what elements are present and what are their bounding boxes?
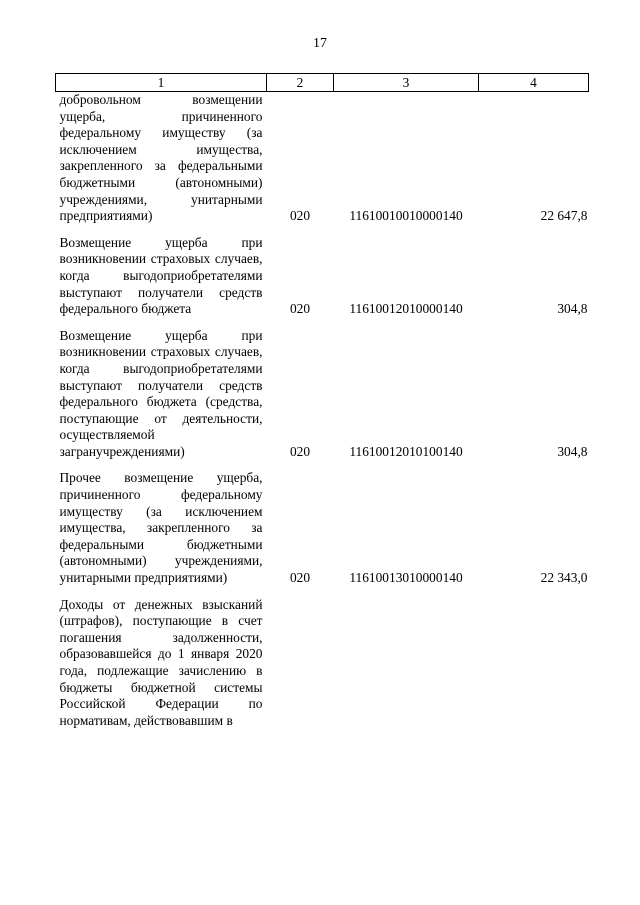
row-budget-code: 11610010010000140 xyxy=(349,208,463,224)
column-header-3: 3 xyxy=(334,74,479,92)
table-header-row xyxy=(56,74,589,92)
row-description: Возмещение ущерба при возникновении страховых случаев, когда выгодоприобретателями выступают получатели средств федерального бюджета (средства, поступающие от деятельности, осуществляемой загранучреждениями) xyxy=(59,327,263,459)
row-amount: 304,8 xyxy=(557,443,588,459)
row-amount: 304,8 xyxy=(557,301,588,317)
column-header-1: 1 xyxy=(56,74,267,92)
column-header-2: 2 xyxy=(267,74,334,92)
table-row xyxy=(56,470,589,596)
table-row xyxy=(56,597,589,730)
row-budget-code: 11610012010000140 xyxy=(349,301,463,317)
table-row xyxy=(56,235,589,328)
row-admin-code: 020 xyxy=(289,570,311,586)
row-amount xyxy=(479,597,589,730)
table-row xyxy=(56,328,589,471)
column-header-4: 4 xyxy=(479,74,589,92)
row-budget-code: 11610013010000140 xyxy=(349,570,463,586)
row-budget-code: 11610012010100140 xyxy=(349,443,463,459)
page-number: 17 xyxy=(313,36,327,51)
row-amount: 22 647,8 xyxy=(540,208,588,224)
row-admin-code: 020 xyxy=(289,443,311,459)
row-budget-code xyxy=(334,597,479,730)
row-admin-code: 020 xyxy=(289,301,311,317)
row-description: Доходы от денежных взысканий (штрафов), поступающие в счет погашения задолженности, образовавшейся до 1 января 2020 года, подлежащие зачислению в бюджеты бюджетной системы Российской Федерации по нормативам, действовавшим в xyxy=(59,596,263,728)
row-admin-code: 020 xyxy=(289,208,311,224)
budget-revenue-table xyxy=(55,73,589,729)
table-row xyxy=(56,92,589,235)
row-description: добровольном возмещении ущерба, причиненного федеральному имуществу (за исключением имущества, закрепленного за федеральными бюджетными (автономными) учреждениями, унитарными предприятиями) xyxy=(59,92,263,224)
row-amount: 22 343,0 xyxy=(540,570,588,586)
row-description: Возмещение ущерба при возникновении страховых случаев, когда выгодоприобретателями выступают получатели средств федерального бюджета xyxy=(59,234,263,317)
row-admin-code xyxy=(267,597,334,730)
row-description: Прочее возмещение ущерба, причиненного федеральному имуществу (за исключением имущества, закрепленного за федеральными бюджетными (автономными) учреждениями, унитарными предприятиями) xyxy=(59,470,263,586)
